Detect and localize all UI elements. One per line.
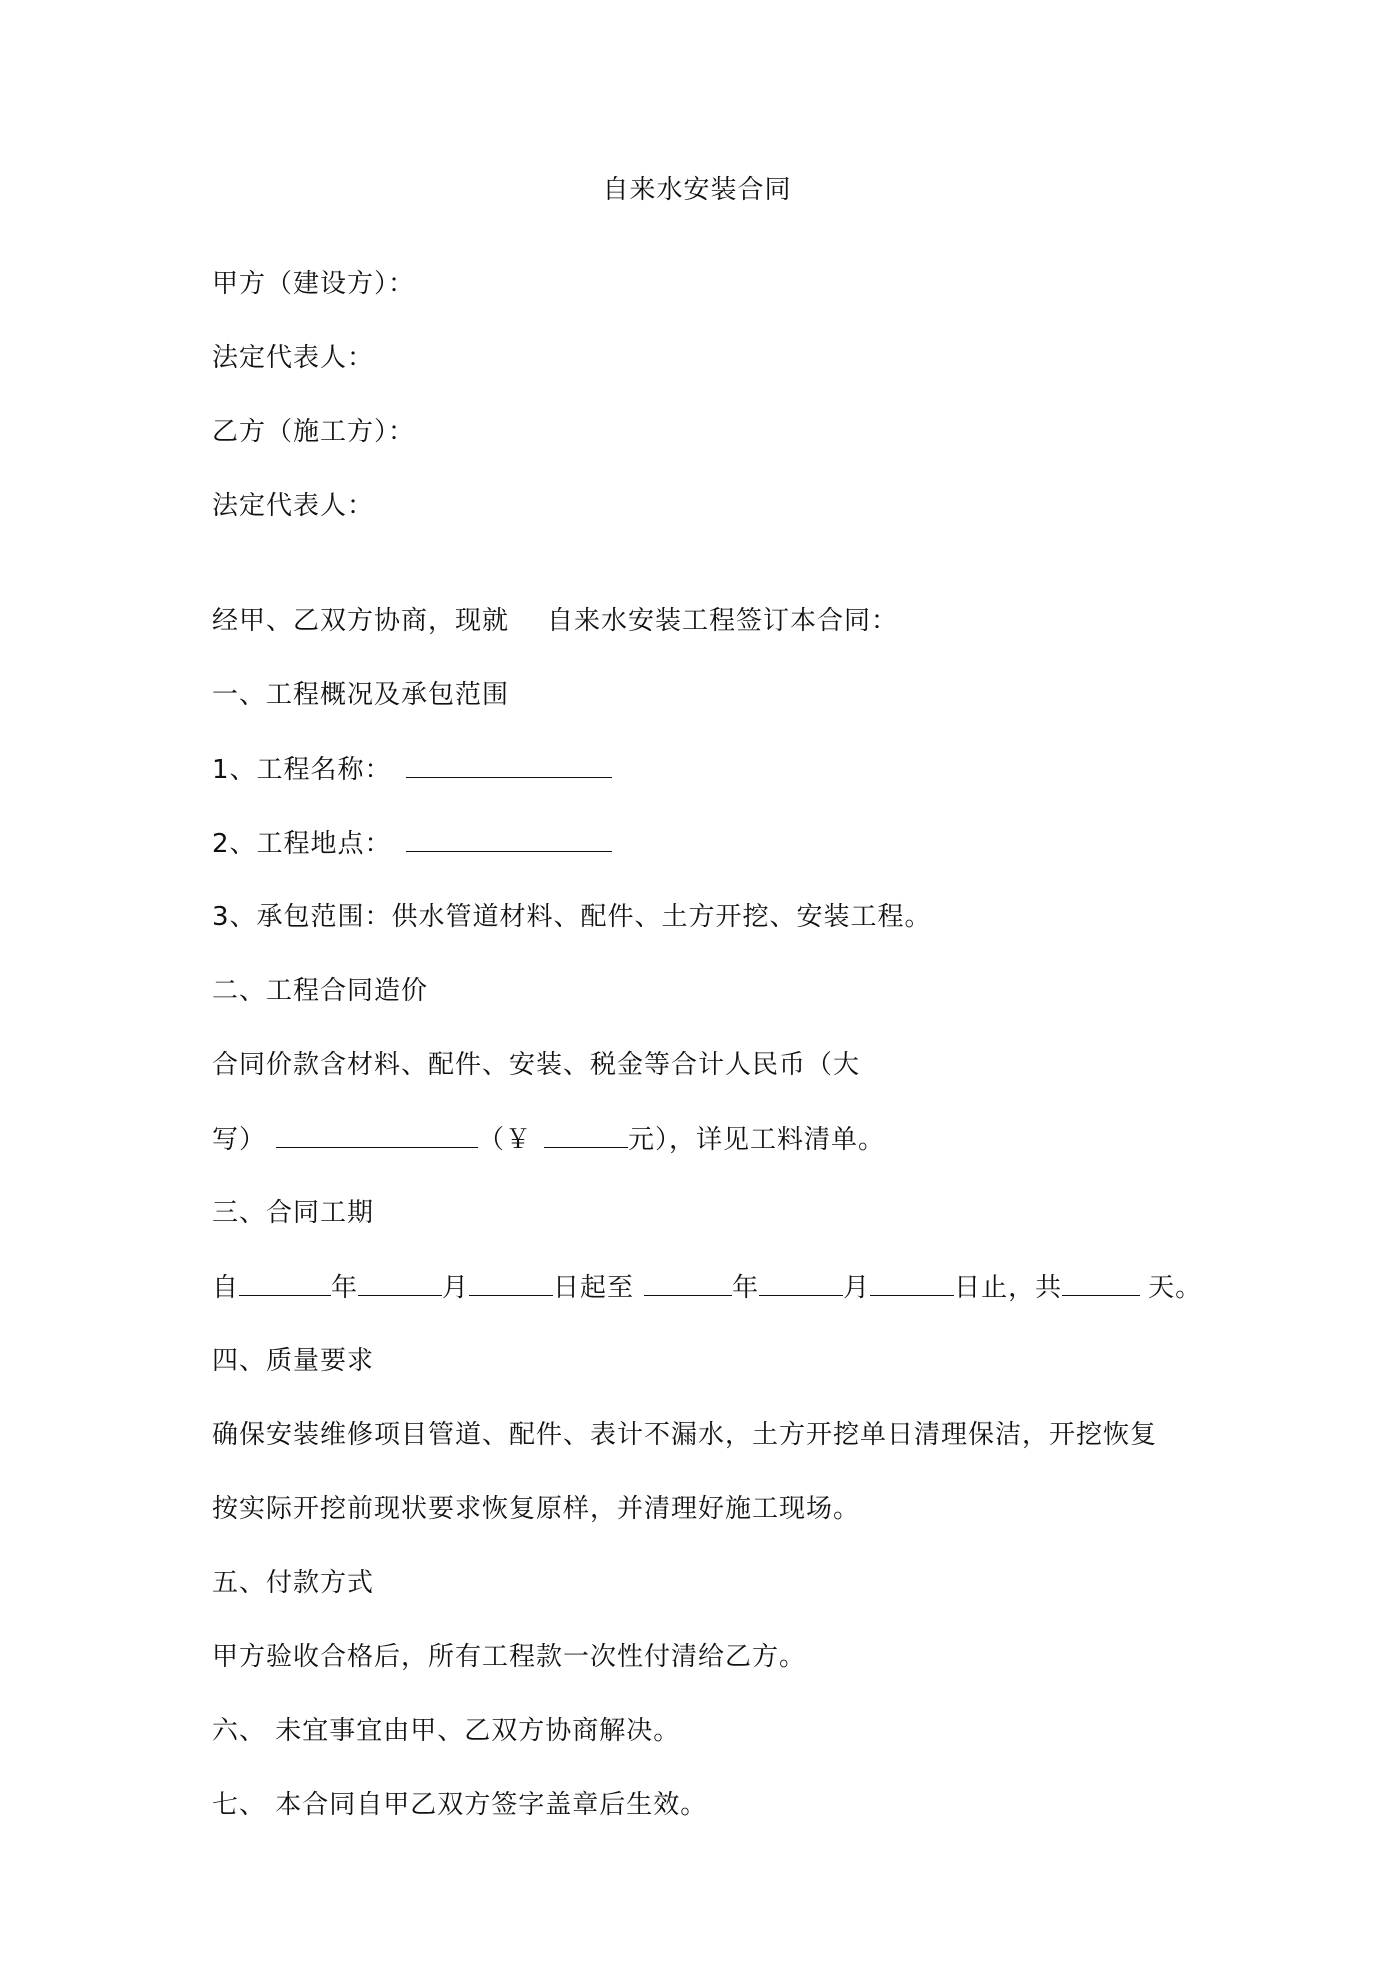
payment-terms: 甲方验收合格后，所有工程款一次性付清给乙方。: [212, 1642, 807, 1672]
project-location-blank: [406, 825, 612, 852]
contract-price-line1: 合同价款含材料、配件、安装、税金等合计人民币（大: [212, 1050, 861, 1080]
project-location-label: 2、工程地点：: [212, 829, 392, 859]
party-b-label: 乙方（施工方）：: [212, 417, 416, 447]
section-1-heading: 一、工程概况及承包范围: [212, 680, 510, 710]
price-numeric-blank: [544, 1121, 628, 1148]
section-6-clause: 六、 未宜事宜由甲、乙双方协商解决。: [212, 1716, 681, 1746]
project-name-label: 1、工程名称：: [212, 755, 392, 785]
period-month2: 月: [843, 1273, 871, 1303]
start-day-blank: [469, 1269, 553, 1296]
section-4-heading: 四、质量要求: [212, 1346, 375, 1376]
end-day-blank: [870, 1269, 954, 1296]
contract-price-line2: [212, 1121, 885, 1158]
section-5-heading: 五、付款方式: [212, 1568, 375, 1598]
document-title: 自来水安装合同: [602, 175, 792, 205]
end-month-blank: [759, 1269, 843, 1296]
project-name-blank: [406, 751, 612, 778]
period-month1: 月: [442, 1273, 470, 1303]
party-a-label: 甲方（建设方）：: [212, 269, 416, 299]
intro-text-part2: 自来水安装工程签订本合同：: [547, 606, 899, 636]
total-days-blank: [1062, 1269, 1140, 1296]
intro-text-part1: 经甲、乙双方协商，现就: [212, 606, 510, 636]
section-3-heading: 三、合同工期: [212, 1198, 375, 1228]
end-year-blank: [644, 1269, 732, 1296]
period-from: 自: [212, 1273, 240, 1303]
contract-intro: [212, 603, 898, 639]
price-uppercase-blank: [276, 1121, 478, 1148]
contract-period-row: [212, 1269, 1202, 1306]
quality-requirement-line2: 按实际开挖前现状要求恢复原样，并清理好施工现场。: [212, 1494, 861, 1524]
period-year1: 年: [331, 1273, 359, 1303]
party-b-representative-label: 法定代表人：: [212, 491, 375, 521]
start-month-blank: [358, 1269, 442, 1296]
period-year2: 年: [732, 1273, 760, 1303]
price-numeric-label: （￥: [478, 1125, 533, 1155]
section-2-heading: 二、工程合同造价: [212, 976, 429, 1006]
contract-scope: 3、承包范围：供水管道材料、配件、土方开挖、安装工程。: [212, 902, 932, 932]
project-name-row: [212, 751, 612, 788]
price-uppercase-label: 写）: [212, 1125, 267, 1155]
price-suffix: 元），详见工料清单。: [628, 1125, 886, 1155]
quality-requirement-line1: 确保安装维修项目管道、配件、表计不漏水，土方开挖单日清理保洁，开挖恢复: [212, 1420, 1158, 1450]
project-location-row: [212, 825, 612, 862]
start-year-blank: [239, 1269, 331, 1296]
section-7-clause: 七、 本合同自甲乙双方签字盖章后生效。: [212, 1790, 708, 1820]
party-a-representative-label: 法定代表人：: [212, 343, 375, 373]
period-day2: 日止，共: [954, 1273, 1063, 1303]
period-days: 天。: [1148, 1273, 1203, 1303]
period-day1: 日起至: [553, 1273, 635, 1303]
